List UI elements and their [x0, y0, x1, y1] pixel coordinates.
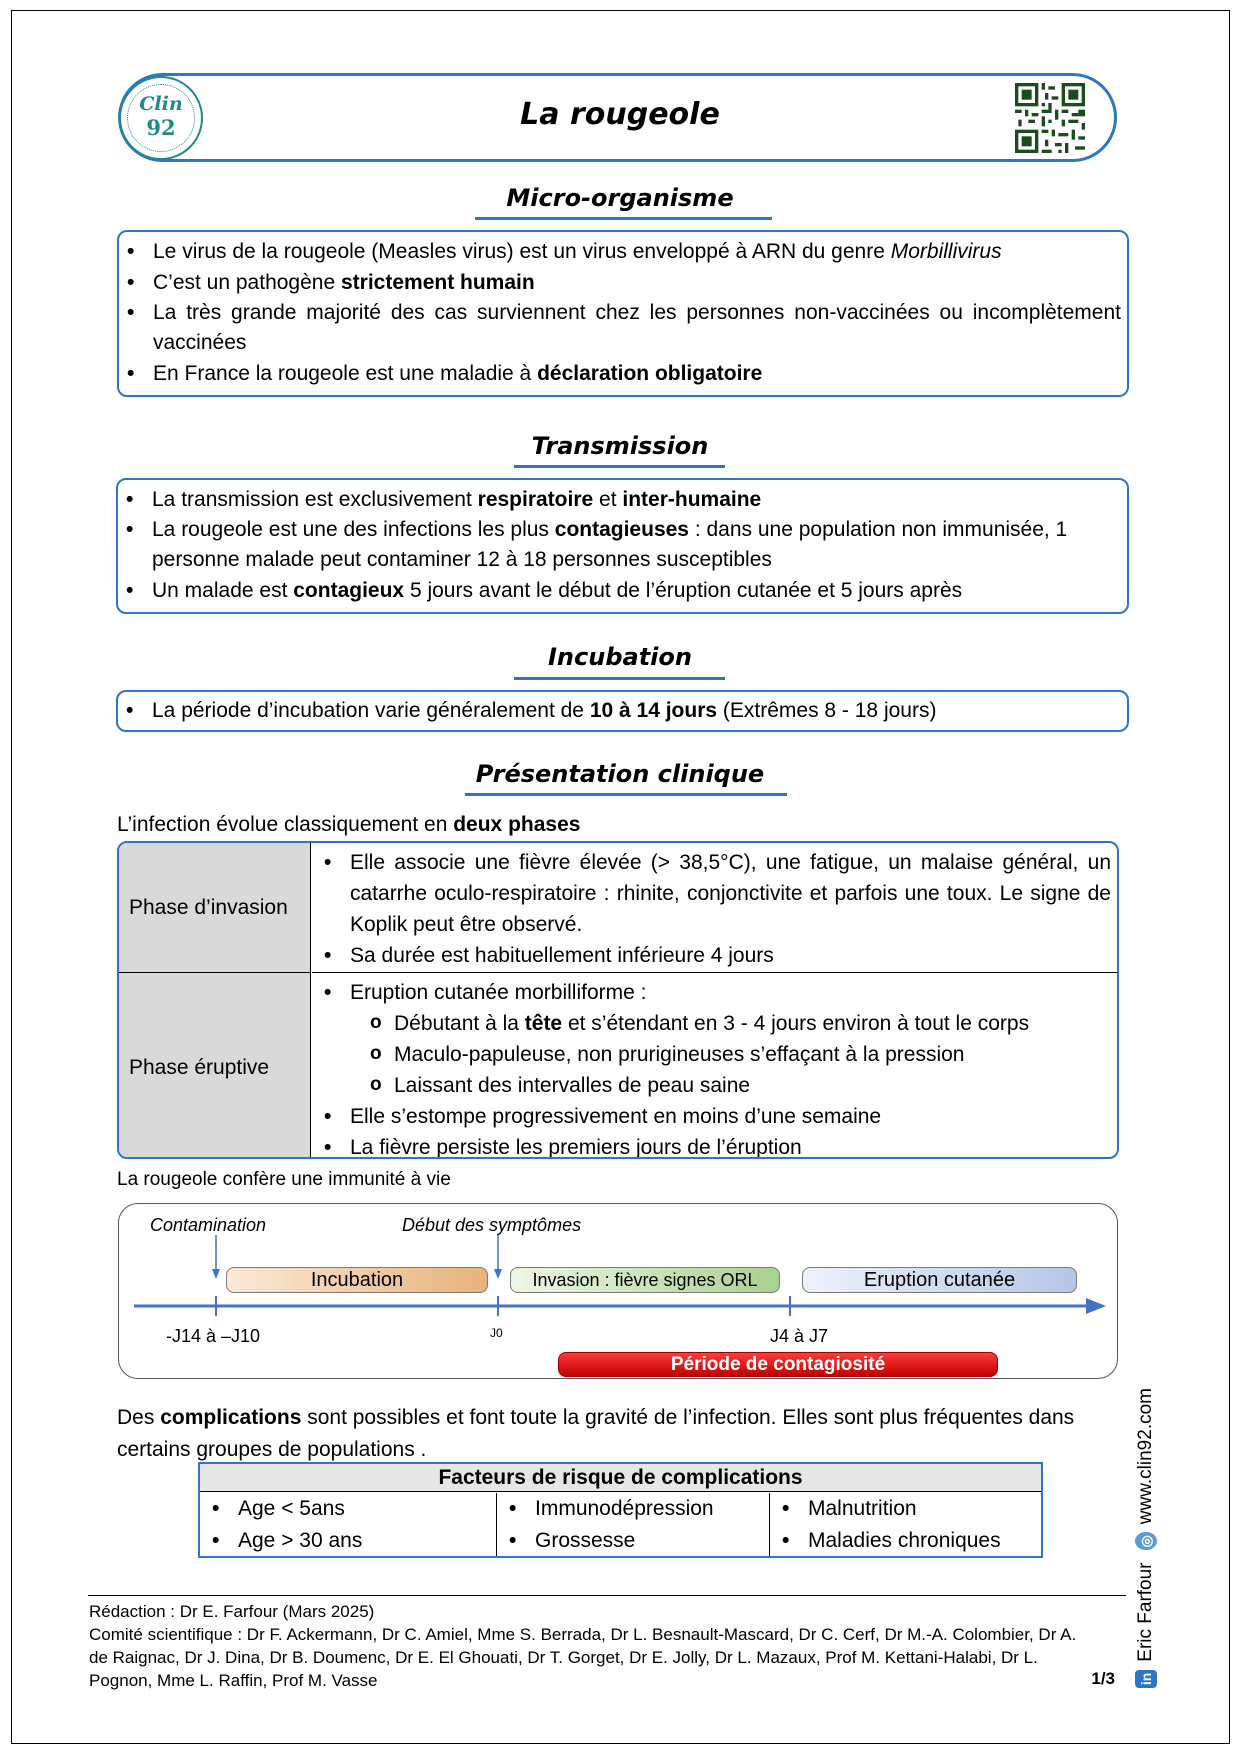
- risk-column: [497, 1493, 770, 1556]
- timeline-axis-arrowhead: [1086, 1298, 1106, 1314]
- contamination-arrowhead: [212, 1269, 220, 1279]
- contagiosite-bar: Période de contagiosité: [558, 1352, 998, 1377]
- list-item: • La rougeole est une des infections les plus contagieuses : dans une population non immunisée, 1 personne malade peut contaminer 12 à 18 personnes susceptibles: [124, 515, 1121, 575]
- incubation-bar: Incubation: [226, 1267, 488, 1293]
- list-item: • En France la rougeole est une maladie à déclaration obligatoire: [125, 358, 1121, 389]
- clinique-intro: L’infection évolue classiquement en deux phases: [117, 813, 581, 836]
- section-title-clinique: Présentation clinique: [475, 760, 765, 788]
- page-number: 1/3: [1091, 1669, 1115, 1688]
- sub-list-item: o Maculo-papuleuse, non prurigineuses s’effaçant à la pression: [370, 1039, 1111, 1070]
- list-item: • Elle s’estompe progressivement en moins d’une semaine: [322, 1101, 1111, 1132]
- list-item: • La transmission est exclusivement respiratoire et inter-humaine: [124, 484, 1121, 515]
- clin92-logo: [119, 76, 203, 160]
- side-credit: [1131, 1388, 1161, 1688]
- side-website-link[interactable]: www.clin92.com: [1135, 1388, 1156, 1525]
- list-item: • C’est un pathogène strictement humain: [125, 267, 1121, 298]
- list-item: • Sa durée est habituellement inférieure 4 jours: [322, 940, 1111, 971]
- list-item: • Eruption cutanée morbilliforme :: [322, 977, 1111, 1008]
- sub-list-item: o Laissant des intervalles de peau saine: [370, 1070, 1111, 1101]
- risk-column: [770, 1493, 1041, 1556]
- complications-text: Des complications sont possibles et font toute la gravité de l’infection. Elles sont plus fréquentes dans certains groupes de populations .: [117, 1406, 1075, 1461]
- footer-divider: [88, 1595, 1126, 1596]
- incubation-box: [116, 690, 1129, 732]
- footer-comite: Comité scientifique : Dr F. Ackermann, Dr C. Amiel, Mme S. Berrada, Dr L. Besnault-Mascard, Dr C. Cerf, Dr M.-A. Colombier, Dr A. de Raignac, Dr J. Dina, Dr B. Doumenc, Dr E. El Ghouati, Dr T. Gorget, Dr E. Jolly, Dr L. Mazaux, Prof M. Kettani-Halabi, Dr L. Pognon, Mme L. Raffin, Prof M. Vasse: [89, 1625, 1077, 1690]
- timeline-tick-label: -J14 à –J10: [166, 1326, 261, 1346]
- risk-table-header: Facteurs de risque de complications: [200, 1464, 1041, 1492]
- timeline-contamination-label: Contamination: [150, 1215, 267, 1235]
- micro-box: [117, 230, 1129, 397]
- phase-invasion-content: [312, 843, 1117, 973]
- list-item: • Elle associe une fièvre élevée (> 38,5°C), une fatigue, un malaise général, un catarrhe oculo-respiratoire : rhinite, conjonctivite et parfois une toux. Le signe de Koplik peut être observé.: [322, 847, 1111, 940]
- list-item: • La fièvre persiste les premiers jours de l’éruption: [322, 1132, 1111, 1159]
- eruption-bar: Eruption cutanée: [802, 1267, 1077, 1293]
- timeline-tick-label: J4 à J7: [770, 1326, 829, 1346]
- immunity-note: La rougeole confère une immunité à vie: [117, 1169, 451, 1190]
- list-item: • Immunodépression: [507, 1493, 769, 1525]
- list-item: • Le virus de la rougeole (Measles virus) est un virus enveloppé à ARN du genre Morbillivirus: [125, 236, 1121, 267]
- transmission-box: [116, 478, 1129, 614]
- logo-line2: 92: [146, 115, 176, 140]
- list-item: • Maladies chroniques: [780, 1525, 1041, 1557]
- qr-code-icon: [1015, 83, 1085, 153]
- section-underline: [514, 677, 725, 680]
- risk-column: [200, 1493, 497, 1556]
- section-title-transmission: Transmission: [531, 432, 709, 460]
- section-underline: [514, 465, 725, 468]
- section-title-incubation: Incubation: [548, 643, 692, 671]
- page-title: La rougeole: [520, 97, 720, 132]
- logo-line1: Clin: [139, 93, 183, 115]
- globe-icon: ◎: [1135, 1532, 1157, 1550]
- risk-factors-table: [198, 1462, 1043, 1558]
- list-item: • Malnutrition: [780, 1493, 1041, 1525]
- timeline-tick-label: J0: [490, 1326, 503, 1340]
- sub-list-item: o Débutant à la tête et s’étendant en 3 - 4 jours environ à tout le corps: [370, 1008, 1111, 1039]
- section-underline: [475, 217, 772, 220]
- side-author-name: Eric Farfour: [1135, 1562, 1156, 1662]
- phase-eruptive-label: Phase éruptive: [119, 973, 311, 1159]
- list-item: • Un malade est contagieux 5 jours avant le début de l’éruption cutanée et 5 jours après: [124, 575, 1121, 606]
- list-item: • Age < 5ans: [210, 1493, 496, 1525]
- footer-redaction: Rédaction : Dr E. Farfour (Mars 2025): [89, 1602, 375, 1621]
- footer-credits: [89, 1600, 1119, 1692]
- list-item: • Age > 30 ans: [210, 1525, 496, 1557]
- timeline-debut-label: Début des symptômes: [402, 1215, 582, 1235]
- phase-invasion-label: Phase d’invasion: [119, 843, 311, 973]
- phase-eruptive-content: [312, 973, 1117, 1159]
- section-underline: [465, 793, 787, 796]
- list-item: • La très grande majorité des cas surviennent chez les personnes non-vaccinées ou incomplètement vaccinées: [125, 298, 1121, 358]
- list-item: • Grossesse: [507, 1525, 769, 1557]
- phases-table: [117, 841, 1119, 1159]
- section-title-micro: Micro-organisme: [506, 184, 734, 212]
- linkedin-icon[interactable]: in: [1135, 1670, 1157, 1688]
- invasion-bar: Invasion : fièvre signes ORL: [510, 1267, 780, 1293]
- debut-arrowhead: [494, 1269, 502, 1279]
- list-item: • La période d’incubation varie généralement de 10 à 14 jours (Extrêmes 8 - 18 jours): [124, 695, 1121, 726]
